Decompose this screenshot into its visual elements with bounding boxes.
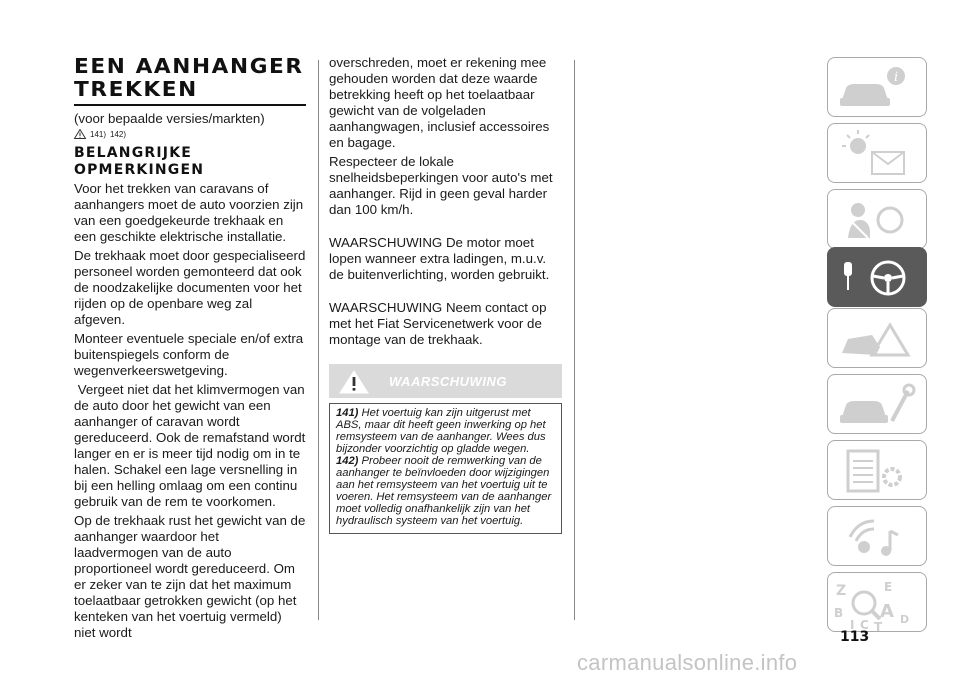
paragraph: Op de trekhaak rust het gewicht van de aanhanger waardoor het laadvermogen van de auto proportioneel wordt gereduceerd. Om er zeker van te zijn dat het maximum toelaatbaar getrokken gewicht (op het kenteken van het voertuig vermeld) niet wordt — [74, 513, 306, 640]
svg-text:A: A — [880, 601, 894, 622]
watermark: carmanualsonline.info — [577, 650, 798, 675]
warning-refs — [74, 129, 306, 139]
page-number: 113 — [840, 629, 870, 645]
sun-envelope-icon — [828, 124, 928, 184]
warning-title: WAARSCHUWING — [389, 374, 507, 389]
spec-sheet-gear-icon — [828, 441, 928, 501]
ref-142: 142) — [110, 129, 127, 139]
tab-lights-messages[interactable] — [827, 123, 927, 183]
tab-car-info[interactable] — [827, 57, 927, 117]
warning-header — [329, 364, 562, 398]
svg-text:E: E — [884, 580, 893, 594]
column-divider — [318, 60, 319, 620]
heading-line-2: OPMERKINGEN — [74, 162, 205, 178]
column-divider — [574, 60, 575, 620]
svg-text:C: C — [860, 618, 869, 632]
paragraph: Vergeet niet dat het klimvermogen van de auto door het gewicht van een aanhanger of caravan wordt gereduceerd. Ook de remafstand wordt langer en er is meer tijd nodig om in te halen. Schakel een lage versnelling in bij een helling omlaag om een continu gebruik van de rem te voorkomen. — [74, 382, 310, 509]
heading-line-1: BELANGRIJKE — [74, 145, 193, 161]
tab-safety[interactable] — [827, 189, 927, 249]
car-info-icon — [828, 58, 928, 118]
warning-paragraph: WAARSCHUWING Neem contact op met het Fiat Servicenetwerk voor de montage van de trekhaak. — [329, 300, 547, 347]
tab-starting-driving[interactable] — [827, 247, 927, 307]
warning-ref: 142) — [336, 455, 359, 467]
crash-warning-icon — [828, 309, 928, 369]
paragraph: Voor het trekken van caravans of aanhangers moet de auto voorzien zijn van een goedgekeurde trekhaak en een geschikte elektrische installatie. — [74, 181, 304, 244]
tab-index[interactable] — [827, 572, 927, 632]
index-alphabet-icon — [828, 573, 928, 633]
title-line-1: EEN AANHANGER — [74, 54, 304, 78]
svg-text:I: I — [850, 618, 855, 632]
middle-column — [329, 55, 562, 534]
warning-paragraph: WAARSCHUWING De motor moet lopen wanneer extra ladingen, m.u.v. de buitenverlichting, worden gebruikt. — [329, 235, 550, 282]
warning-text: Probeer nooit de remwerking van de aanhanger te beïnvloeden door wijzigingen aan het remsysteem van het voertuig uit te voeren. Het remsysteem van de aanhanger moet volledig onafhankelijk zijn van het hydraulisch systeem van het voertuig. — [336, 455, 552, 527]
svg-text:i: i — [894, 70, 899, 85]
paragraph: Respecteer de lokale snelheidsbeperkingen voor auto's met aanhanger. Rijd in geen geval harder dan 100 km/h. — [329, 154, 553, 217]
svg-text:T: T — [874, 620, 883, 633]
subtitle: (voor bepaalde versies/markten) — [74, 111, 265, 126]
svg-text:B: B — [834, 606, 844, 620]
ref-141: 141) — [90, 129, 107, 139]
svg-text:Z: Z — [836, 583, 847, 599]
paragraph: overschreden, moet er rekening mee gehouden worden dat deze waarde betrekking heeft op het toelaatbaar gewicht van de volgeladen aanhangwagen, inclusief accessoires en bagage. — [329, 55, 550, 150]
svg-text:D: D — [900, 613, 910, 626]
key-steering-wheel-icon — [828, 248, 928, 308]
left-column — [74, 54, 310, 644]
multimedia-music-icon — [828, 507, 928, 567]
warning-triangle-icon — [74, 129, 86, 139]
paragraph: De trekhaak moet door gespecialiseerd personeel worden gemonteerd dat ook de noodzakelijke documenten voor het rijden op de openbare weg zal afgeven. — [74, 248, 306, 327]
seatbelt-airbag-icon — [828, 190, 928, 250]
warning-text: Het voertuig kan zijn uitgerust met ABS, maar dit heeft geen inwerking op het remsysteem van de aanhanger. Wees dus bijzonder voorzichtig op gladde wegen. — [336, 407, 546, 455]
paragraph: Monteer eventuele speciale en/of extra buitenspiegels conform de wegenverkeerswetgeving. — [74, 331, 304, 378]
warning-item — [336, 455, 555, 527]
tab-maintenance[interactable] — [827, 374, 927, 434]
page-title — [74, 55, 325, 101]
section-heading — [74, 145, 306, 179]
tab-multimedia[interactable] — [827, 506, 927, 566]
warning-item — [336, 407, 555, 455]
tab-emergency[interactable] — [827, 308, 927, 368]
warning-box — [329, 403, 562, 534]
car-wrench-icon — [828, 375, 928, 435]
title-rule — [74, 104, 306, 106]
warning-triangle-icon — [339, 370, 369, 394]
title-line-2: TREKKEN — [74, 77, 198, 101]
tab-technical-data[interactable] — [827, 440, 927, 500]
warning-ref: 141) — [336, 407, 359, 419]
